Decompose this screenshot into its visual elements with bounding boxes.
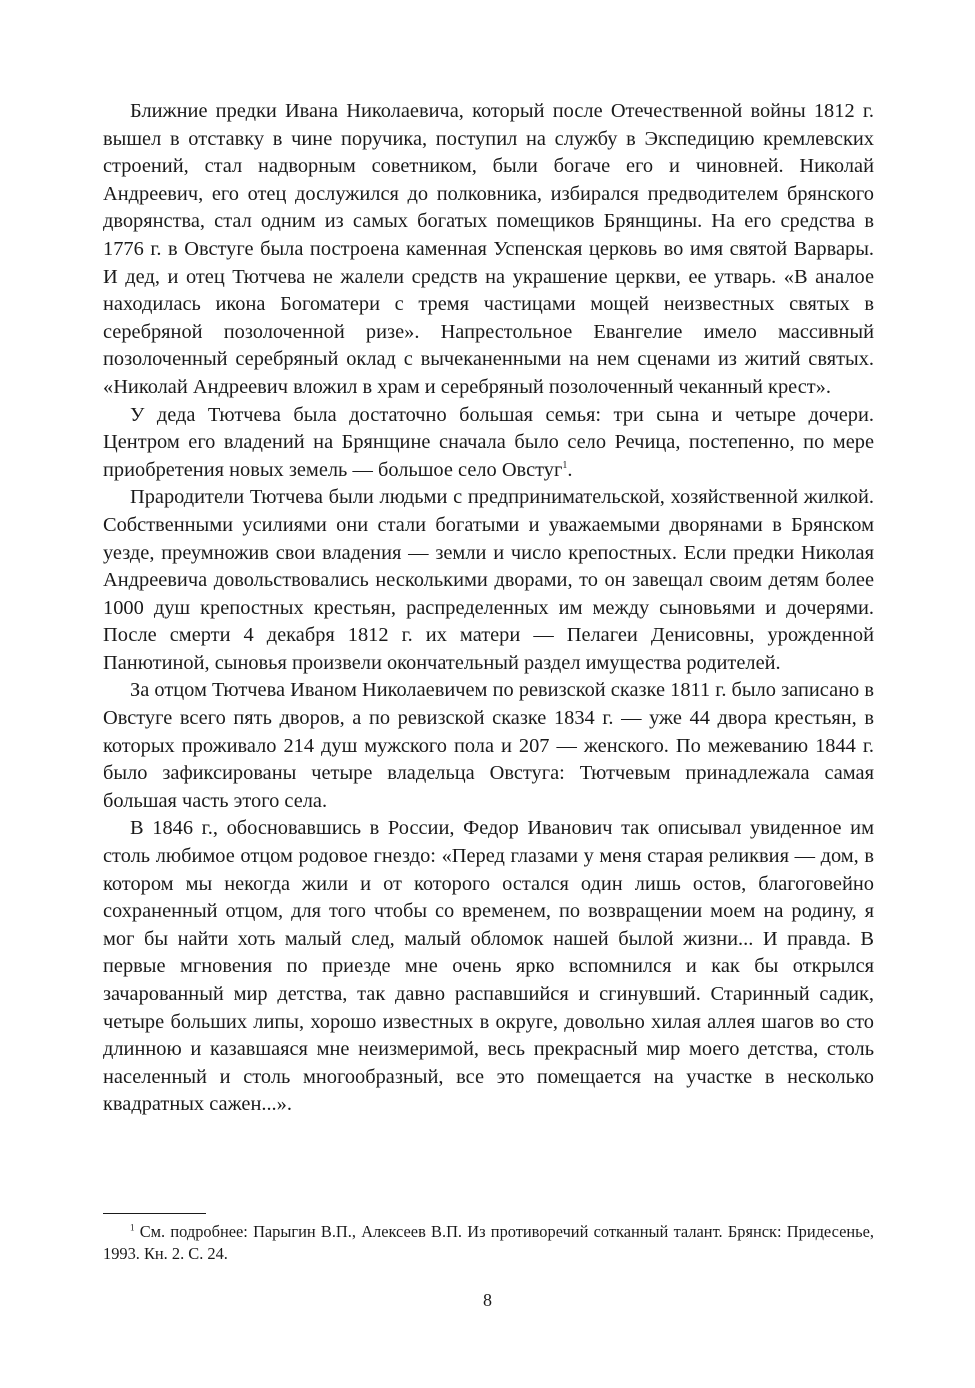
paragraph-text: Ближние предки Ивана Николаевича, который после Отечественной войны 1812 г. вышел в отставку в чине поручика, поступил на службу в Экспедицию кремлевских строений, стал надворным советником, были богаче его и чиновней. Николай Андреевич, его отец дослужился до полковника, избирался предводителем брянского дворянства, стал одним из самых богатых помещиков Брянщины. На его средства в 1776 г. в Овстуге была построена каменная Успенская церковь во имя святой Варвары. И дед, и отец Тютчева не жалели средств на украшение церкви, ее утварь. «В аналое находилась икона Богоматери с тремя частицами мощей неизвестных святых в серебряной позолоченной ризе». Напрестольное Евангелие имело массивный позолоченный серебряный оклад с вычеканенными на нем сценами из житий святых. «Николай Андреевич вложил в храм и серебряный позолоченный чеканный крест». [103, 100, 874, 398]
footnote-text: См. подробнее: Парыгин В.П., Алексеев В.П. Из противоречий сотканный талант. Брянск: Придесенье, 1993. Кн. 2. С. 24. [103, 1222, 874, 1264]
paragraph-text: В 1846 г., обосновавшись в России, Федор Иванович так описывал увиденное им столь любимое отцом родовое гнездо: «Перед глазами у меня старая реликвия — дом, в котором мы некогда жили и от которого остался один лишь остов, благоговейно сохраненный отцом, для того чтобы со временем, по возвращении моем на родину, я мог бы найти хоть малый след, малый обломок нашей былой жизни... И правда. В первые мгновения по приезде мне очень ярко вспомнился и как бы открылся зачарованный мир детства, так давно распавшийся и сгинувший. Старинный садик, четыре больших липы, хорошо известных в округе, довольно хилая аллея шагов во сто длинною и казавшаяся мне неизмеримой, весь прекрасный мир моего детства, столь населенный и столь многообразный, все это помещается на участке в несколько квадратных сажен...». [103, 817, 874, 1116]
paragraph-text: За отцом Тютчева Иваном Николаевичем по ревизской сказке 1811 г. было записано в Овстуге всего пять дворов, а по ревизской сказке 1834 г. — уже 44 двора крестьян, в которых проживало 214 душ мужского пола и 207 — женского. По межеванию 1844 г. было зафиксированы четыре владельца Овстуга: Тютчевым принадлежала самая большая часть этого села. [103, 679, 874, 812]
footnote-separator [103, 1213, 206, 1214]
paragraph-text: Прародители Тютчева были людьми с предпринимательской, хозяйственной жилкой. Собственными усилиями они стали богатыми и уважаемыми дворянами в Брянском уезде, преумножив свои владения — земли и число крепостных. Если предки Николая Андреевича довольствовались несколькими дворами, то он завещал своим детям более 1000 душ крепостных крестьян, распределенных им между сыновьями и дочерями. После смерти 4 декабря 1812 г. их матери — Пелагеи Денисовны, урожденной Панютиной, сыновья произвели окончательный раздел имущества родителей. [103, 486, 874, 674]
footnote [103, 1221, 874, 1266]
paragraph-forebears [103, 484, 874, 677]
paragraph-father-estate [103, 677, 874, 815]
paragraph-1846-quote [103, 815, 874, 1119]
page-number: 8 [483, 1290, 492, 1310]
footnote-reference[interactable]: 1 [562, 459, 568, 471]
paragraph-grandfather-family [103, 402, 874, 485]
paragraph-text-tail: . [567, 458, 573, 481]
footnote-marker: 1 [130, 1222, 135, 1233]
main-text-column [103, 98, 874, 1119]
paragraph-text: У деда Тютчева была достаточно большая семья: три сына и четыре дочери. Центром его владений на Брянщине сначала было село Речица, постепенно, по мере приобретения новых земель — большое село Овстуг [103, 403, 874, 481]
paragraph-ancestors [103, 98, 874, 402]
